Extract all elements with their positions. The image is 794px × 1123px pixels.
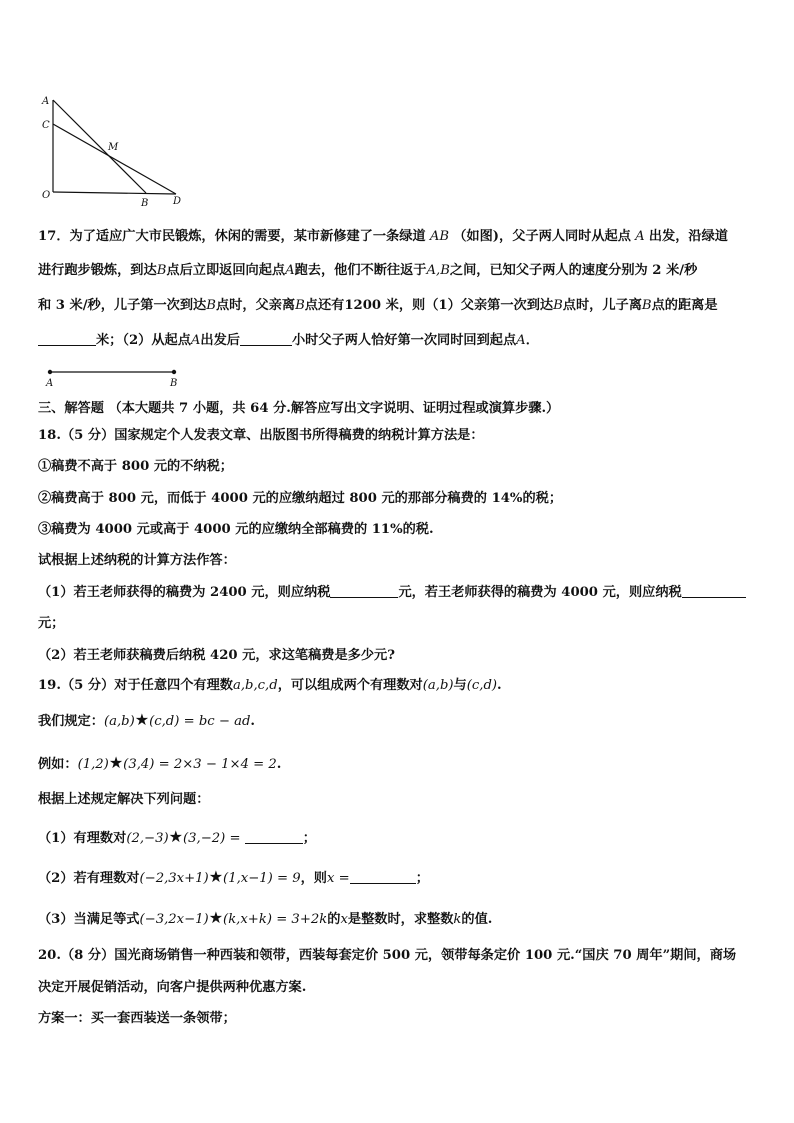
q19-blank-1[interactable] (245, 830, 303, 844)
q20-plan-1: 方案一：买一套西装送一条领带； (38, 1011, 236, 1026)
q18-prompt: 试根据上述纳税的计算方法作答： (38, 553, 236, 568)
q18-stem: 18.（5 分）国家规定个人发表文章、出版图书所得稿费的纳税计算方法是： (38, 428, 484, 443)
point-label-a: A (42, 96, 50, 107)
q18-rule-2: ②稿费高于 800 元，而低于 4000 元的应缴纳超过 800 元的那部分稿费的 14%的税； (38, 491, 563, 506)
q18-rule-1: ①稿费不高于 800 元的不纳税； (38, 459, 233, 474)
star-operator-icon: ★ (108, 753, 124, 772)
q17-line-2: 进行跑步锻炼，到达B点后立即返回向起点A跑去，他们不断往返于A,B之间，已知父子两人的速度分别为 2 米/秒 (38, 263, 698, 278)
q18-rule-3: ③稿费为 4000 元或高于 4000 元的应缴纳全部稿费的 11%的税. (38, 522, 434, 537)
q20-line-2: 决定开展促销活动，向客户提供两种优惠方案. (38, 980, 307, 995)
q17-line-3: 和 3 米/秒，儿子第一次到达B点时，父亲离B点还有1200 米，则（1）父亲第一次到达B点时，儿子离B点的距离是 (38, 298, 718, 313)
q18-part-1-end: 元； (38, 616, 65, 631)
q17-line-1: 17．为了适应广大市民锻炼，休闲的需要，某市新修建了一条绿道 AB （如图)，父子两人同时从起点 A 出发，沿绿道 (38, 229, 728, 244)
q17-line-4: 米；（2）从起点A出发后 小时父子两人恰好第一次同时回到起点A． (38, 332, 539, 350)
segment-ab-figure (40, 364, 190, 390)
q20-line-1: 20.（8 分）国光商场销售一种西装和领带，西装每套定价 500 元，领带每条定价 100 元.“国庆 70 周年”期间，商场 (38, 948, 737, 963)
section-heading: 三、解答题 （本大题共 7 小题，共 64 分.解答应写出文字说明、证明过程或演算步骤.） (38, 401, 560, 416)
q18-blank-2[interactable] (682, 584, 746, 598)
geometry-figure-triangles (36, 92, 186, 212)
point-label-b: B (141, 198, 149, 209)
q17-blank-2[interactable] (240, 332, 292, 346)
star-operator-icon: ★ (208, 908, 224, 927)
star-operator-icon: ★ (168, 827, 183, 846)
point-label-c: C (42, 120, 50, 131)
q19-blank-2[interactable] (350, 870, 416, 884)
q17-blank-1[interactable] (38, 332, 96, 346)
q19-part-2: （2）若有理数对(−2,3x+1)★(1,x−1) = 9，则x = ； (38, 867, 429, 886)
point-label-d: D (173, 196, 182, 207)
q19-solve-prompt: 根据上述规定解决下列问题： (38, 792, 210, 807)
q19-example: 例如：(1,2)★(3,4) = 2×3 − 1×4 = 2. (38, 753, 282, 772)
star-operator-icon: ★ (134, 710, 150, 729)
segment-label-b: B (170, 378, 178, 389)
q18-blank-1[interactable] (330, 584, 398, 598)
star-operator-icon: ★ (208, 867, 224, 886)
q18-part-2: （2）若王老师获稿费后纳税 420 元，求这笔稿费是多少元? (38, 648, 395, 663)
q19-part-3: （3）当满足等式(−3,2x−1)★(k,x+k) = 3+2k的x是整数时，求整数k的值. (38, 908, 493, 927)
q19-part-1: （1）有理数对(2,−3)★(3,−2) = ； (38, 827, 316, 846)
point-label-m: M (108, 142, 119, 153)
q19-stem: 19.（5 分）对于任意四个有理数a,b,c,d，可以组成两个有理数对(a,b)与(c,d). (38, 678, 502, 693)
q18-part-1: （1）若王老师获得的稿费为 2400 元，则应纳税 元，若王老师获得的稿费为 4000 元，则应纳税 (38, 584, 746, 602)
segment-label-a: A (46, 378, 54, 389)
point-label-o: O (42, 190, 51, 201)
q19-definition: 我们规定：(a,b)★(c,d) = bc − ad. (38, 710, 255, 729)
